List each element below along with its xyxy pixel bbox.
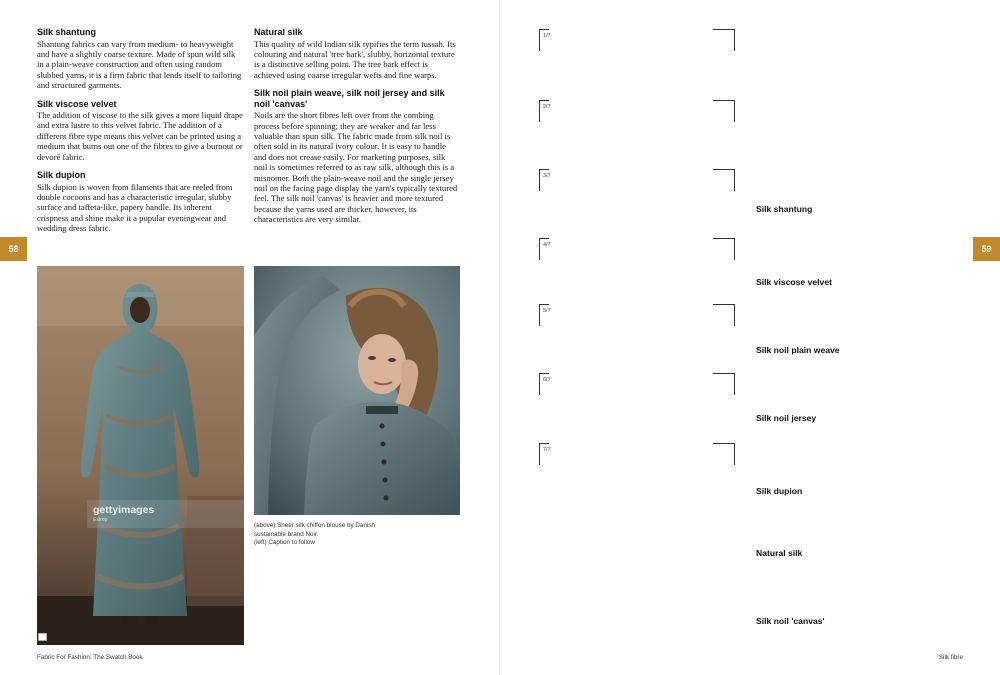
section-heading: Silk viscose velvet — [37, 98, 117, 109]
section-body: The addition of viscose to the silk gives a more liquid drape and extra lustre to this velvet fabric. The addition of a different fibre type means this velvet can be printed using a medium that burns out one of the fibres to give a burnout or devoré fabric. — [37, 110, 243, 162]
swatch-label-silk-noil-canvas: Silk noil 'canvas' — [756, 616, 825, 626]
swatch-number: 1/7 — [543, 33, 551, 39]
section-body: Noils are the short fibres left over from the combing process before spinning; they are weaker and far less valuable than spun silk. The fabric made from silk noil is often sold in its natural ivory colour. It is easy to handle and does not crease easily. For marketing purposes, silk noil is sometimes referred to as raw silk, although this is a misnomer. Both the plain-weave noil and the single jersey noil on the facing page display the yarn's typically textured feel. The silk noil 'canvas' is heavier and more textured because the yarns used are thicker, however, its characteristics are very similar. — [254, 110, 458, 225]
text-column-1 — [37, 27, 243, 242]
swatch-number: 3/7 — [543, 173, 551, 179]
portrait-photo-illustration — [254, 266, 460, 515]
right-page — [500, 0, 1000, 675]
swatch-box-6 — [539, 373, 735, 395]
swatch-box-5 — [539, 304, 735, 326]
section-silk-noil — [254, 88, 460, 224]
watermark-credit: Estrop — [93, 517, 108, 523]
swatch-box-7 — [539, 443, 735, 465]
swatch-label-silk-dupion: Silk dupion — [756, 486, 803, 496]
swatch-number: 7/7 — [543, 447, 551, 453]
section-body: Shantung fabrics can vary from medium- to heavyweight and have a slightly coarse texture. Made of spun wild silk in a plain-weave construction and often using random slubbed yarns, it is a firm fabric that lends itself to tailoring and structured garments. — [37, 38, 242, 91]
caption-line: sustainable brand Noir. — [254, 530, 319, 538]
page-number-tab: 58 — [0, 237, 27, 261]
photo-tag-icon — [38, 633, 47, 641]
swatch-box-4 — [539, 238, 735, 260]
swatch-label-silk-viscose-velvet: Silk viscose velvet — [756, 277, 832, 287]
section-heading: Silk shantung — [37, 27, 97, 37]
section-silk-viscose-velvet — [37, 99, 243, 163]
swatch-label-natural-silk: Natural silk — [756, 548, 803, 558]
swatch-box-1 — [539, 29, 735, 51]
getty-watermark: gettyimages — [93, 504, 155, 516]
section-body: This quality of wild Indian silk typifies the term tussah. Its colouring and natural 'tree bark', slubby, horizontal texture is a distinctive selling point. The tree bark effect is achieved using coarse irregular wefts and fine warps. — [254, 38, 456, 80]
running-footer-chapter: Silk fibre — [938, 654, 963, 661]
swatch-number: 2/7 — [543, 104, 551, 110]
swatch-number: 4/7 — [543, 242, 551, 248]
swatch-box-2 — [539, 100, 735, 122]
swatch-number: 5/7 — [543, 308, 551, 314]
swatch-box-3 — [539, 169, 735, 191]
swatch-number: 6/7 — [543, 377, 551, 383]
running-footer-book-title: Fabric For Fashion: The Swatch Book — [37, 654, 143, 661]
swatch-label-silk-shantung: Silk shantung — [756, 204, 813, 214]
page-number-tab: 59 — [973, 237, 1000, 261]
photo-caption — [254, 522, 454, 548]
section-silk-shantung — [37, 27, 243, 91]
runway-photo — [37, 266, 244, 645]
swatch-label-silk-noil-plain-weave: Silk noil plain weave — [756, 345, 840, 355]
section-silk-dupion — [37, 170, 243, 234]
caption-line: (above) Sheer silk chiffon blouse by Danish — [254, 522, 375, 529]
section-body: Silk dupion is woven from filaments that are reeled from double cocoons and has a characteristic irregular, slubby surface and taffeta-like, papery handle. Its inherent crispness and shine make it a popular eveningwear and wedding dress fabric. — [37, 181, 233, 234]
section-heading: Silk noil plain weave, silk noil jersey and silk noil 'canvas' — [254, 88, 445, 109]
runway-photo-illustration — [37, 266, 244, 645]
section-heading: Silk dupion — [37, 170, 86, 181]
swatch-label-silk-noil-jersey: Silk noil jersey — [756, 413, 817, 423]
section-natural-silk — [254, 27, 460, 80]
text-column-2 — [254, 27, 460, 233]
section-heading: Natural silk — [254, 27, 303, 37]
caption-line: (left) Caption to follow — [254, 539, 315, 547]
portrait-photo — [254, 266, 460, 515]
